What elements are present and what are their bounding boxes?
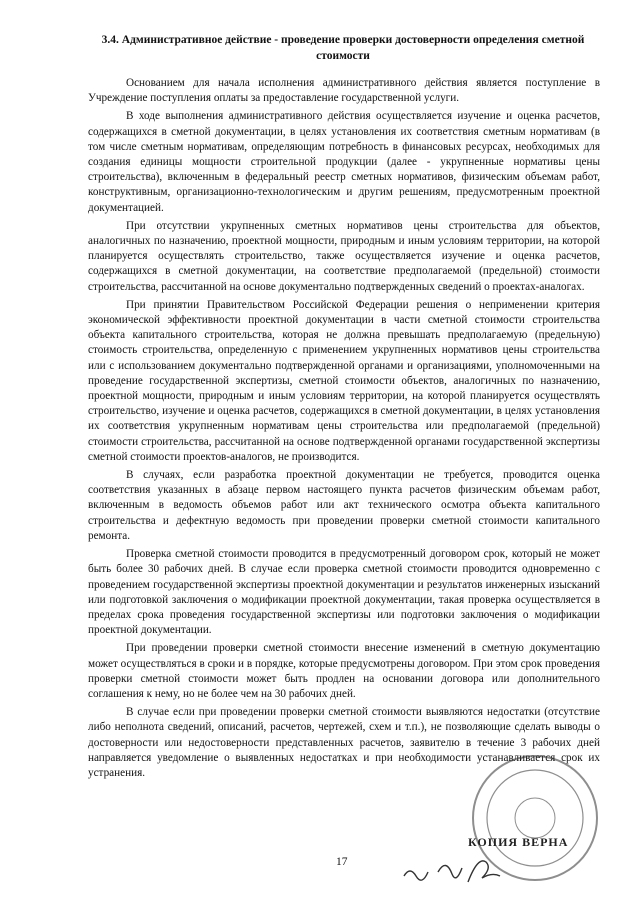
page-number: 17 (336, 856, 348, 868)
paragraph: В ходе выполнения административного действия осуществляется изучение и оценка расчетов, содержащихся в сметной документации, в целях установления их соответствия сметным нормативам (в том числе сметным нормативам, определяющим потребность в финансовых ресурсах, необходимых для создания единицы мощности строительной продукции (далее - укрупненные нормативы цены строительства), включенным в федеральный реестр сметных нормативов, физическим объемам работ, конструктивным, организационно-технологическим и другим решениям, предусмотренным проектной документацией. (88, 110, 600, 214)
paragraph: Основанием для начала исполнения административного действия является поступление в Учреждение поступления оплаты за предоставление государственной услуги. (88, 77, 600, 105)
paragraph: При отсутствии укрупненных сметных нормативов цены строительства для объектов, аналогичных по назначению, проектной мощности, природным и иным условиям территории, на которой планируется осуществлять строительство, также осуществляется изучение и оценка расчетов, содержащихся в сметной документации, на соответствие предполагаемой (предельной) стоимости строительства, рассчитанной на основе документально подтвержденных сведений о проектах-аналогах. (88, 219, 600, 293)
paragraph: При проведении проверки сметной стоимости внесение изменений в сметную документацию может осуществляться в сроки и в порядке, которые предусмотрены договором. При этом срок проведения проверки сметной стоимости может быть продлен на основании договора или дополнительного соглашения к нему, но не более чем на 30 рабочих дней. (88, 642, 600, 700)
paragraph: При принятии Правительством Российской Федерации решения о неприменении критерия экономической эффективности проектной документации в части сметной стоимости строительства объекта капитального строительства, которая не должна превышать предполагаемую (предельную) стоимость строительства, определенную с применением укрупненных нормативов цены строительства или с использованием документально подтвержденной органами и организациями, уполномоченными на проведение государственной экспертизы, сметной стоимости объектов, аналогичных по назначению, проектной мощности, природным и иным условиям территории, на которой планируется осуществлять строительство, изучение и оценка расчетов, содержащихся в сметной документации, в целях установления их соответствия укрупненным нормативам цены строительства или предполагаемой (предельной) стоимости строительства, рассчитанной на основе подтвержденной органами государственной экспертизы сметной стоимости проектов-аналогов, не производится. (88, 298, 600, 463)
paragraph: В случае если при проведении проверки сметной стоимости выявляются недостатки (отсутствие либо неполнота сведений, описаний, расчетов, чертежей, схем и т.п.), не позволяющие сделать выводы о достоверности или недостоверности представленных расчетов, заявителю в течение 3 рабочих дней направляется уведомление о выявленных недостатках и при необходимости устанавливается срок их устранения. (88, 706, 600, 779)
paragraph: В случаях, если разработка проектной документации не требуется, проводится оценка соответствия указанных в абзаце первом настоящего пункта расчетов физическим объемам работ, включенным в ведомость объемов работ или акт технического осмотра объекта капитального строительства и дефектную ведомость при проведении проверки сметной стоимости капитального ремонта. (88, 469, 600, 542)
handwritten-date-signature (398, 852, 508, 888)
paragraph: Проверка сметной стоимости проводится в предусмотренный договором срок, который не может быть более 30 рабочих дней. В случае если проверка сметной стоимости проводится одновременно с проведением государственной экспертизы проектной документации и результатов инженерных изысканий или подготовкой заключения о модификации проектной документации, такая проверка осуществляется в пределах срока проведения государственной экспертизы или подготовки заключения о модификации проектной документации. (88, 548, 600, 637)
document-body (88, 76, 600, 781)
copy-certified-stamp: КОПИЯ ВЕРНА (468, 835, 569, 849)
section-heading: 3.4. Административное действие - проведение проверки достоверности определения сметной стоимости (101, 34, 585, 62)
